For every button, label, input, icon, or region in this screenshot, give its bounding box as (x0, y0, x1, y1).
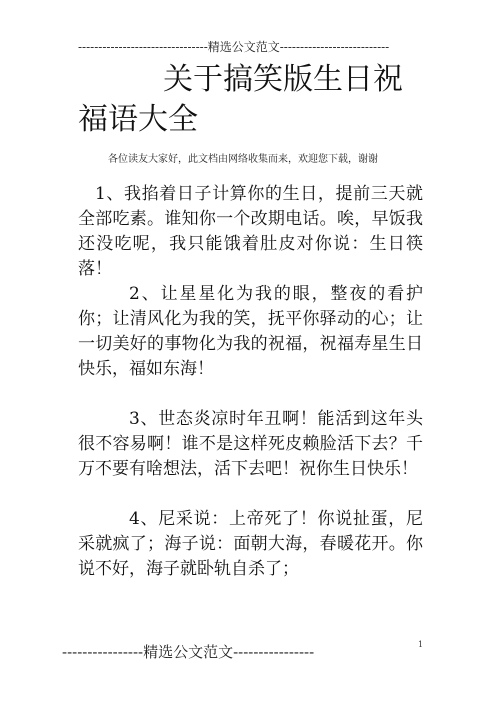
paragraph-4: 4、尼采说：上帝死了！你说扯蛋，尼采就疯了；海子说：面朝大海，春暖花开。你说不好，海子就卧轨自杀了； (78, 509, 423, 579)
paragraph-spacer (78, 482, 423, 507)
paragraph-spacer (78, 382, 423, 407)
paragraph-3: 3、世态炎凉时年丑啊！能活到这年头很不容易啊！谁不是这样死皮赖脸活下去？千万不要有啥想法，活下去吧！祝你生日快乐！ (78, 409, 423, 479)
paragraph-2: 2、让星星化为我的眼，整夜的看护你；让清风化为我的笑，抚平你驿动的心；让一切美好的事物化为我的祝福，祝福寿星生日快乐，福如东海！ (78, 284, 423, 379)
document-title (78, 60, 428, 140)
page-header: --------------------------------精选公文范文--------------------------- (78, 40, 390, 54)
page-footer: ----------------精选公文范文---------------- (62, 643, 315, 661)
title-line-2: 福语大全 (78, 102, 198, 137)
page-number: 1 (418, 640, 424, 649)
paragraph-1: 1、我掐着日子计算你的生日，提前三天就全部吃素。谁知你一个改期电话。唉，早饭我还没吃呢，我只能饿着肚皮对你说：生日筷落！ (78, 184, 423, 279)
document-body (78, 182, 423, 582)
title-line-1: 关于搞笑版生日祝 (163, 62, 403, 97)
document-subtitle: 各位读友大家好，此文档由网络收集而来，欢迎您下载，谢谢 (108, 154, 378, 165)
